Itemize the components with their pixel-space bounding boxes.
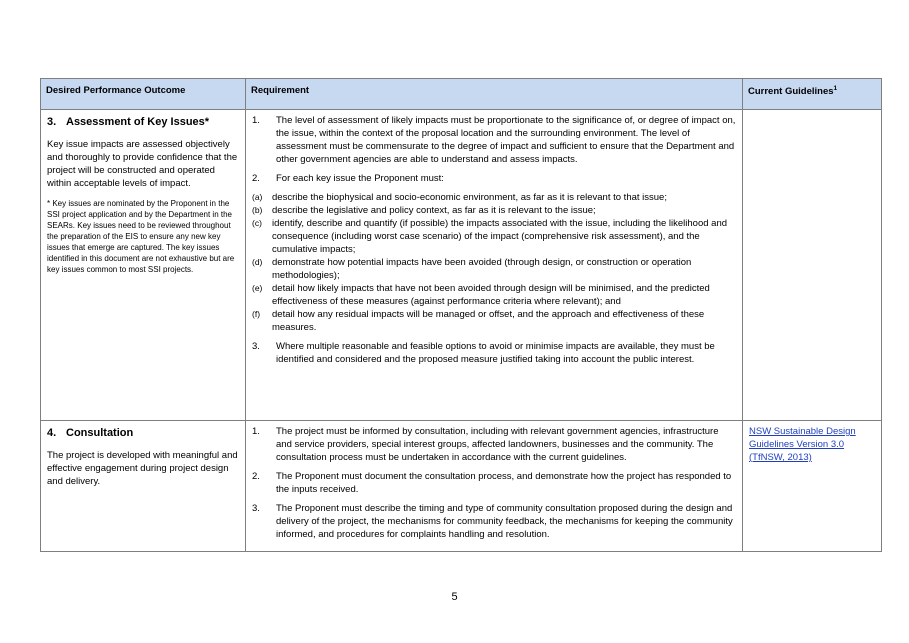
sub-requirement-list bbox=[252, 191, 736, 334]
header-outcome: Desired Performance Outcome bbox=[41, 79, 246, 110]
table-header-row bbox=[41, 79, 882, 110]
requirement-cell bbox=[246, 421, 743, 552]
requirement-item: 3. Where multiple reasonable and feasible options to avoid or minimise impacts are available, they must be identified and considered and the proposed measure justified taking into account the public interest. bbox=[252, 341, 715, 365]
outcome-title: 4. Consultation bbox=[47, 427, 134, 439]
requirement-item: 1. The project must be informed by consultation, including with relevant government agencies, infrastructure and service providers, special interest groups, affected landowners, businesses and the community. The consultation process must be undertaken in accordance with the current guidelines. bbox=[252, 426, 719, 463]
outcome-description: The project is developed with meaningful and effective engagement during project design and delivery. bbox=[47, 450, 238, 487]
sub-requirement-item: (e) detail how likely impacts that have not been avoided through design will be minimised, and the predicted effectiveness of these measures (against performance criteria where relevant); and bbox=[252, 283, 710, 307]
table-row bbox=[41, 110, 882, 421]
guidelines-cell bbox=[743, 421, 882, 552]
sub-requirement-item: (c) identify, describe and quantify (if possible) the impacts associated with the issue, including the likelihood and consequence (including worst case scenario) of the impact (comprehensive risk assessment), and the cumulative impacts; bbox=[252, 218, 728, 255]
outcome-cell bbox=[41, 421, 246, 552]
guidelines-cell bbox=[743, 110, 882, 421]
sub-requirement-item: (d) demonstrate how potential impacts have been avoided (through design, or construction or operation methodologies); bbox=[252, 257, 692, 281]
page-number: 5 bbox=[451, 591, 458, 603]
guideline-link[interactable]: NSW Sustainable Design Guidelines Version 3.0 (TfNSW, 2013) bbox=[749, 426, 856, 463]
sub-requirement-item: (f) detail how any residual impacts will be managed or offset, and the approach and effectiveness of these measures. bbox=[252, 309, 705, 333]
requirement-item: 3. The Proponent must describe the timing and type of community consultation proposed during the design and delivery of the project, the mechanisms for community feedback, the mechanisms for keeping the community informed, and procedures for complaints handling and resolution. bbox=[252, 503, 733, 540]
table-row bbox=[41, 421, 882, 552]
outcome-description: Key issue impacts are assessed objectively and thoroughly to provide confidence that the project will be constructed and operated within acceptable levels of impact. bbox=[47, 139, 238, 189]
outcome-title: 3. Assessment of Key Issues* bbox=[47, 116, 210, 128]
footnote-marker: 1 bbox=[833, 85, 838, 92]
requirement-cell bbox=[246, 110, 743, 421]
sub-requirement-item: (b) describe the legislative and policy context, as far as it is relevant to the issue; bbox=[252, 205, 596, 216]
requirements-table bbox=[40, 78, 882, 552]
outcome-cell bbox=[41, 110, 246, 421]
header-requirement: Requirement bbox=[246, 79, 743, 110]
sub-requirement-item: (a) describe the biophysical and socio-economic environment, as far as it is relevant to that issue; bbox=[252, 192, 667, 203]
requirement-item: 1. The level of assessment of likely impacts must be proportionate to the significance of, or degree of impact on, the issue, within the context of the proposal location and the surrounding environment. The level of assessment must be commensurate to the degree of impact and sufficient to ensure that the Department and other government agencies are able to understand and assess impacts. bbox=[252, 115, 736, 165]
header-guidelines: Current Guidelines$^1$ bbox=[743, 79, 882, 110]
requirement-item: 2. The Proponent must document the consultation process, and demonstrate how the project has responded to the inputs received. bbox=[252, 471, 732, 495]
outcome-footnote: * Key issues are nominated by the Proponent in the SSI project application and by the Department in the SEARs. Key issues need to be reviewed throughout the preparation of the EIS to ensure any new key issues that emerge are captured. The key issues identified in this document are not exhaustive but are key issues common to most SSI projects. bbox=[47, 199, 235, 274]
requirement-item: 2. For each key issue the Proponent must: bbox=[252, 173, 444, 184]
